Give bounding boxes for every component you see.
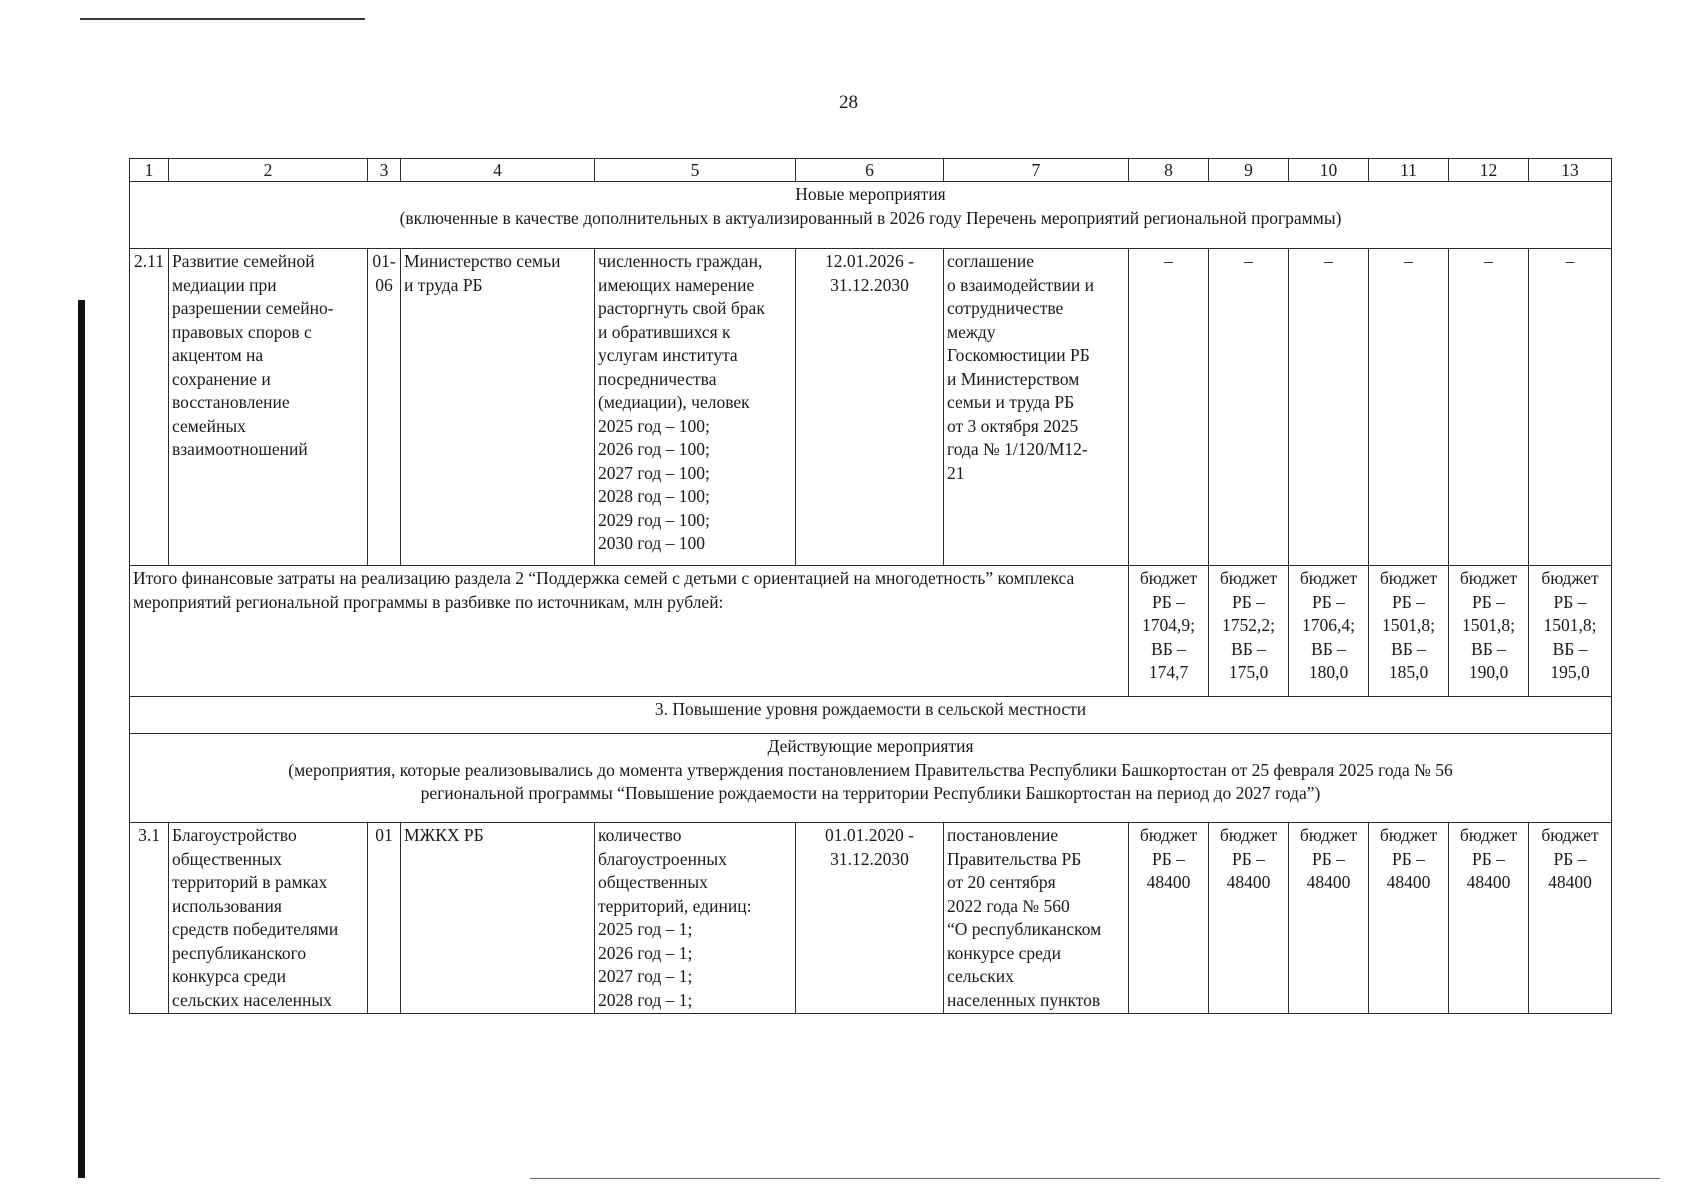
section-3-row	[130, 697, 1612, 734]
text-line: 31.12.2030	[830, 848, 909, 869]
text-line: между	[947, 321, 996, 342]
scan-artifact-top-line	[80, 18, 365, 20]
text-line: бюджет	[1379, 568, 1438, 588]
text-line: 48400	[1466, 872, 1511, 892]
measure-indicator	[595, 249, 796, 566]
text-line: и обратившихся к	[598, 321, 731, 342]
total-funding-cell	[1449, 566, 1529, 697]
total-funding-cell	[1369, 566, 1449, 697]
text-line: РБ –	[1312, 848, 1345, 869]
funding-cell	[1529, 823, 1612, 1014]
text-line: семейных	[172, 415, 246, 436]
table-row-2-11	[130, 249, 1612, 566]
text-line: РБ –	[1152, 591, 1185, 612]
text-line: количество	[598, 825, 682, 845]
text-line: о взаимодействии и	[947, 274, 1094, 295]
text-line: от 20 сентября	[947, 872, 1056, 892]
total-funding-cell	[1129, 566, 1209, 697]
text-line: сохранение и	[172, 368, 271, 389]
text-line: 195,0	[1550, 662, 1590, 682]
measure-name	[169, 249, 368, 566]
measure-basis	[944, 823, 1129, 1014]
measure-code	[368, 249, 401, 566]
text-line: 2025 год – 1;	[598, 919, 693, 939]
column-header: 11	[1369, 159, 1449, 182]
measure-code	[368, 823, 401, 1014]
text-line: бюджет	[1219, 825, 1278, 845]
text-line: бюджет	[1219, 568, 1278, 588]
text-line: правовых споров с	[172, 321, 312, 342]
text-line: бюджет	[1459, 568, 1518, 588]
text-line: имеющих намерение	[598, 274, 755, 295]
text-line: ВБ –	[1231, 638, 1266, 659]
section-subtitle: региональной программы “Повышение рождаемости на территории Республики Башкортостан на период до 2027 года”)	[420, 783, 1321, 803]
text-line: взаимоотношений	[172, 439, 308, 459]
column-header: 10	[1289, 159, 1369, 182]
text-line: 12.01.2026 -	[825, 251, 914, 271]
text-line: 1501,8;	[1543, 615, 1597, 635]
text-line: от 3 октября 2025	[947, 415, 1079, 436]
funding-cell: –	[1449, 249, 1529, 566]
section-current-heading	[130, 734, 1612, 823]
row-number: 3.1	[130, 823, 169, 1014]
text-line: акцентом на	[172, 345, 264, 365]
text-line: 2029 год – 100;	[598, 509, 710, 530]
section-title: Действующие мероприятия	[767, 736, 974, 756]
text-line: 1501,8;	[1382, 615, 1435, 635]
text-line: 2026 год – 1;	[598, 942, 693, 963]
text-line: благоустроенных	[598, 848, 727, 869]
scan-artifact-bottom-line	[530, 1178, 1660, 1179]
text-line: 01-	[372, 251, 396, 271]
text-line: РБ –	[1553, 848, 1587, 869]
text-line: РБ –	[1152, 848, 1185, 869]
text-line: республиканского	[172, 942, 307, 963]
text-line: восстановление	[172, 392, 290, 412]
measure-executor	[401, 249, 595, 566]
funding-cell: –	[1529, 249, 1612, 566]
section-subtitle: (мероприятия, которые реализовывались до момента утверждения постановлением Правительства Республики Башкортостан от 25 февраля 2025 года № 56	[288, 759, 1453, 780]
text-line: РБ –	[1232, 591, 1265, 612]
text-line: медиации при	[172, 274, 277, 295]
column-header: 4	[401, 159, 595, 182]
text-line: территорий, единиц:	[598, 895, 752, 916]
text-line: Развитие семейной	[172, 251, 315, 271]
text-line: (медиации), человек	[598, 392, 750, 412]
text-line: постановление	[947, 825, 1059, 845]
text-line: Благоустройство	[172, 825, 297, 845]
total-funding-cell	[1209, 566, 1289, 697]
text-line: сельских населенных	[172, 989, 332, 1010]
text-line: бюджет	[1379, 825, 1438, 845]
total-funding-cell	[1289, 566, 1369, 697]
text-line: РБ –	[1392, 591, 1425, 612]
text-line: 1706,4;	[1302, 615, 1355, 635]
text-line: ВБ –	[1552, 638, 1588, 659]
text-line: 174,7	[1148, 662, 1189, 682]
text-line: 185,0	[1388, 662, 1429, 682]
text-line: и труда РБ	[404, 274, 483, 295]
text-line: РБ –	[1312, 591, 1345, 612]
text-line: бюджет	[1541, 825, 1599, 845]
text-line: семьи и труда РБ	[947, 392, 1075, 412]
text-line: РБ –	[1392, 848, 1425, 869]
text-line: бюджет	[1139, 825, 1198, 845]
text-line: использования	[172, 895, 282, 916]
column-numbers-row	[130, 159, 1612, 182]
column-header: 12	[1449, 159, 1529, 182]
scan-artifact-left-bar	[78, 300, 85, 1178]
text-line: общественных	[172, 848, 282, 869]
funding-cell: –	[1369, 249, 1449, 566]
text-line: конкурсе среди	[947, 942, 1061, 963]
section-new-heading	[130, 182, 1612, 249]
column-header: 13	[1529, 159, 1612, 182]
page-number: 28	[839, 92, 858, 113]
text-line: расторгнуть свой брак	[598, 298, 765, 318]
text-line: разрешении семейно-	[172, 298, 334, 318]
text-line: 2028 год – 100;	[598, 486, 710, 506]
text-line: ВБ –	[1151, 638, 1186, 659]
text-line: 01.01.2020 -	[825, 825, 914, 845]
section-subtitle: (включенные в качестве дополнительных в актуализированный в 2026 году Перечень мероприятий региональной программы)	[399, 207, 1342, 228]
text-line: ВБ –	[1471, 638, 1506, 659]
text-line: средств победителями	[172, 919, 339, 939]
section-3-heading: 3. Повышение уровня рождаемости в сельской местности	[130, 697, 1612, 734]
row-number: 2.11	[130, 249, 169, 566]
section-title: Новые мероприятия	[795, 184, 946, 204]
text-line: 01	[375, 825, 393, 845]
text-line: 48400	[1548, 872, 1592, 892]
text-line: 48400	[1306, 872, 1351, 892]
text-line: ВБ –	[1311, 638, 1346, 659]
funding-cell	[1129, 823, 1209, 1014]
text-line: 180,0	[1308, 662, 1349, 682]
text-line: 48400	[1146, 872, 1191, 892]
text-line: ВБ –	[1391, 638, 1426, 659]
text-line: 48400	[1386, 872, 1431, 892]
text-line: бюджет	[1459, 825, 1518, 845]
text-line: РБ –	[1553, 591, 1587, 612]
section-new-row	[130, 182, 1612, 249]
text-line: 06	[375, 274, 393, 295]
text-line: населенных пунктов	[947, 989, 1101, 1010]
text-line: территорий в рамках	[172, 872, 328, 892]
measure-executor	[401, 823, 595, 1014]
text-line: 2022 года № 560	[947, 895, 1070, 916]
funding-cell	[1209, 823, 1289, 1014]
funding-cell	[1449, 823, 1529, 1014]
text-line: Правительства РБ	[947, 848, 1082, 869]
text-line: бюджет	[1139, 568, 1198, 588]
text-line: “О республиканском	[947, 919, 1102, 939]
text-line: и Министерством	[947, 368, 1080, 389]
column-header: 3	[368, 159, 401, 182]
text-line: 190,0	[1468, 662, 1509, 682]
text-line: бюджет	[1299, 825, 1358, 845]
table-row-3-1	[130, 823, 1612, 1014]
total-label: Итого финансовые затраты на реализацию раздела 2 “Поддержка семей с детьми с ориентацией на многодетность” комплекса мероприятий региональной программы в разбивке по источникам, млн рублей:	[130, 566, 1129, 697]
text-line: численность граждан,	[598, 251, 763, 271]
text-line: Госкомюстиции РБ	[947, 345, 1090, 365]
column-header: 6	[796, 159, 944, 182]
text-line: общественных	[598, 872, 708, 892]
program-table	[129, 158, 1612, 1014]
funding-cell	[1289, 823, 1369, 1014]
text-line: года № 1/120/М12-	[947, 439, 1088, 459]
text-line: 31.12.2030	[830, 274, 909, 295]
text-line: бюджет	[1299, 568, 1358, 588]
text-line: 2027 год – 100;	[598, 462, 710, 483]
total-funding-cell	[1529, 566, 1612, 697]
text-line: 2026 год – 100;	[598, 439, 710, 459]
text-line: 1501,8;	[1462, 615, 1515, 635]
funding-cell: –	[1129, 249, 1209, 566]
text-line: Министерство семьи	[404, 251, 561, 271]
column-header: 8	[1129, 159, 1209, 182]
text-line: 2030 год – 100	[598, 533, 706, 553]
text-line: сотрудничестве	[947, 298, 1064, 318]
funding-cell: –	[1209, 249, 1289, 566]
text-line: РБ –	[1472, 848, 1505, 869]
text-line: посредничества	[598, 368, 717, 389]
measure-basis	[944, 249, 1129, 566]
text-line: бюджет	[1541, 568, 1599, 588]
column-header: 5	[595, 159, 796, 182]
text-line: РБ –	[1472, 591, 1505, 612]
text-line: сельских	[947, 966, 1014, 986]
column-header: 2	[169, 159, 368, 182]
text-line: МЖКХ РБ	[404, 825, 484, 845]
measure-name	[169, 823, 368, 1014]
text-line: 2027 год – 1;	[598, 966, 693, 986]
column-header: 1	[130, 159, 169, 182]
text-line: 21	[947, 462, 965, 483]
text-line: соглашение	[947, 251, 1035, 271]
section-current-row	[130, 734, 1612, 823]
column-header: 7	[944, 159, 1129, 182]
measure-period	[796, 823, 944, 1014]
funding-cell: –	[1289, 249, 1369, 566]
text-line: услугам института	[598, 345, 738, 365]
measure-indicator	[595, 823, 796, 1014]
funding-cell	[1369, 823, 1449, 1014]
column-header: 9	[1209, 159, 1289, 182]
text-line: конкурса среди	[172, 966, 286, 986]
text-line: 175,0	[1228, 662, 1269, 682]
measure-period	[796, 249, 944, 566]
text-line: 2025 год – 100;	[598, 415, 710, 436]
text-line: 48400	[1226, 872, 1271, 892]
total-section-2-row	[130, 566, 1612, 697]
text-line: 1752,2;	[1222, 615, 1275, 635]
text-line: РБ –	[1232, 848, 1265, 869]
text-line: 2028 год – 1;	[598, 989, 693, 1010]
text-line: 1704,9;	[1142, 615, 1195, 635]
